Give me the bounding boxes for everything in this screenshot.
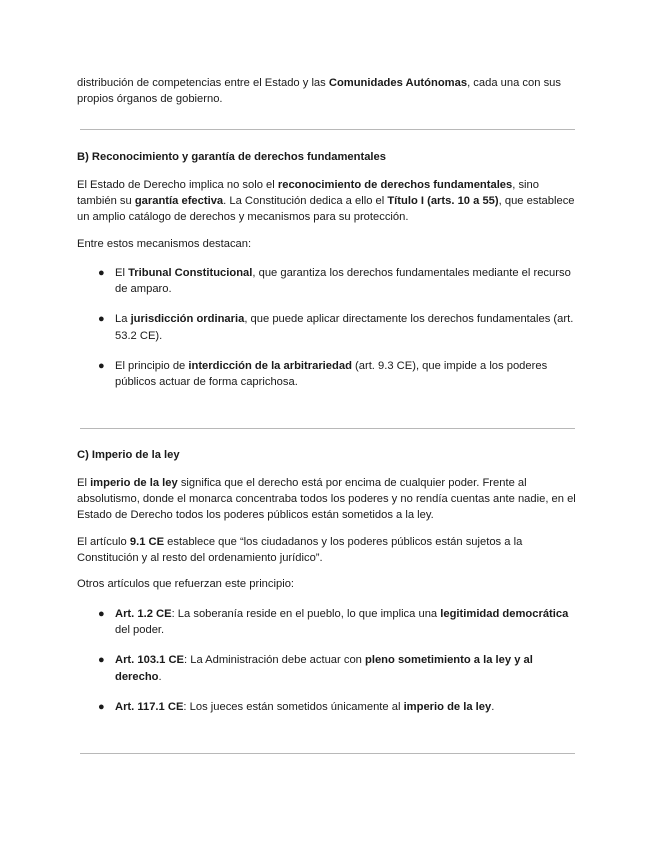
text-run: El principio de [115, 359, 189, 372]
section-c-bullet-list [77, 606, 577, 715]
text-run: , que establece un amplio catálogo de derechos y mecanismos para su protección. [77, 195, 575, 224]
bold-term: Tribunal Constitucional [128, 267, 253, 279]
text-run: , sino también su [77, 179, 539, 208]
text-run: . [158, 670, 162, 683]
bold-term: pleno sometimiento a la ley y al derecho [115, 654, 533, 683]
bold-term: Art. 1.2 CE [115, 608, 172, 620]
text-run: : La Administración debe actuar con [184, 654, 366, 667]
text-run: , cada una con sus propios órganos de gobierno. [77, 77, 561, 106]
bullet-icon: ● [98, 700, 105, 713]
section-b-bullet-list [77, 265, 577, 390]
bold-term: jurisdicción ordinaria [130, 313, 245, 326]
bullet-icon: ● [98, 654, 105, 667]
section-c-paragraph-1 [77, 475, 577, 524]
horizontal-rule [80, 753, 575, 754]
bold-term: 9.1 CE [129, 536, 165, 548]
bold-term: imperio de la ley [403, 700, 492, 713]
list-item [77, 606, 577, 638]
section-b-paragraph-1 [77, 177, 577, 226]
section-c-paragraph-3: Otros artículos que refuerzan este principio: [77, 578, 295, 590]
text-run: : Los jueces están sometidos únicamente al [183, 700, 404, 713]
bold-term: Art. 117.1 CE [115, 700, 184, 713]
bold-term: garantía efectiva [134, 195, 224, 208]
bold-term: interdicción de la arbitrariedad [188, 359, 352, 372]
horizontal-rule [80, 129, 575, 130]
text-run: . [491, 700, 495, 713]
bold-term: Comunidades Autónomas [328, 77, 468, 89]
text-run: , que puede aplicar directamente los derechos fundamentales (art. 53.2 CE). [115, 313, 574, 342]
section-b-heading: B) Reconocimiento y garantía de derechos fundamentales [77, 151, 386, 163]
bullet-icon: ● [98, 608, 105, 620]
bold-term: imperio de la ley [90, 477, 178, 489]
text-run: : La soberanía reside en el pueblo, lo que implica una [171, 608, 441, 620]
list-item [77, 699, 577, 715]
intro-paragraph [77, 75, 577, 107]
text-run: distribución de competencias entre el Estado y las [77, 77, 329, 89]
bold-term: Título I (arts. 10 a 55) [387, 195, 499, 208]
bold-term: reconocimiento de derechos fundamentales [277, 179, 513, 191]
text-run: del poder. [115, 624, 165, 637]
bullet-icon: ● [98, 267, 105, 279]
text-run: El [77, 477, 91, 489]
text-run: , que garantiza los derechos fundamentales mediante el recurso de amparo. [115, 267, 571, 296]
bold-term: Art. 103.1 CE [115, 654, 185, 667]
section-c-heading: C) Imperio de la ley [77, 449, 180, 461]
bold-term: legitimidad democrática [440, 608, 569, 620]
list-item [77, 311, 577, 343]
bullet-icon: ● [98, 313, 105, 326]
list-item [77, 265, 577, 297]
list-item [77, 652, 577, 684]
text-run: La [115, 313, 131, 326]
text-run: . La Constitución dedica a ello el [223, 195, 388, 208]
section-c-paragraph-2 [77, 534, 577, 566]
text-run: (art. 9.3 CE), que impide a los poderes públicos actuar de forma caprichosa. [115, 359, 548, 389]
text-run: El artículo [77, 536, 130, 548]
text-run: El Estado de Derecho implica no solo el [77, 179, 278, 191]
bullet-icon: ● [98, 359, 105, 372]
text-run: significa que el derecho está por encima de cualquier poder. Frente al absolutismo, donde el monarca concentraba todos los poderes y no rendía cuentas ante nadie, en el Estado de Derecho todos los poderes públicos están sometidos a la ley. [77, 477, 576, 522]
text-run: El [115, 267, 129, 279]
section-b-paragraph-2: Entre estos mecanismos destacan: [77, 238, 252, 250]
list-item [77, 358, 577, 390]
text-run: establece que “los ciudadanos y los poderes públicos están sujetos a la Constitución y al resto del ordenamiento jurídico”. [77, 536, 523, 565]
horizontal-rule [80, 428, 575, 429]
